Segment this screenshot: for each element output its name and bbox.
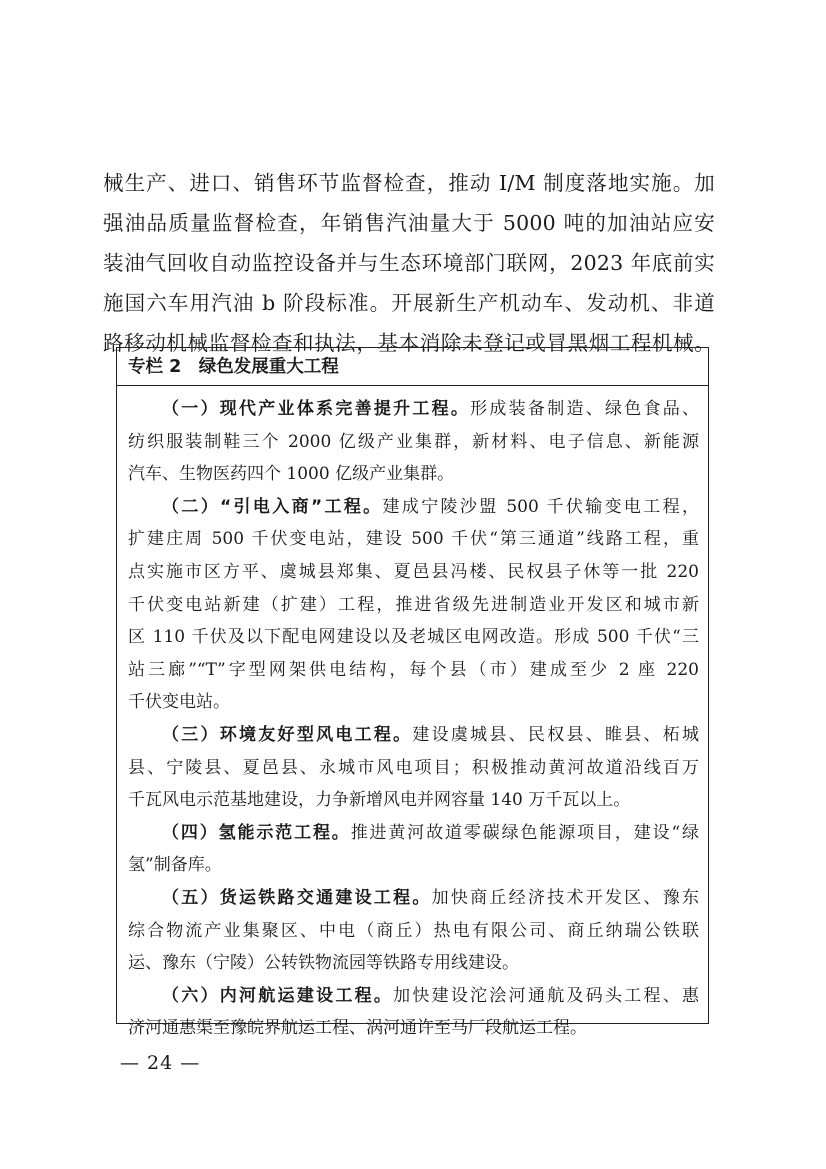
box-title: 专栏 2 绿色发展重大工程 — [117, 348, 708, 386]
item-heading: （六）内河航运建设工程。 — [162, 985, 394, 1006]
item-text: 建成宁陵沙盟 500 千伏输变电工程， — [382, 496, 699, 517]
item-line — [128, 882, 699, 915]
box-item — [128, 882, 699, 980]
item-heading: （三）环境友好型风电工程。 — [162, 724, 413, 745]
body-line: 装油气回收自动监控设备并与生态环境部门联网，2023 年底前实 — [103, 251, 715, 275]
item-text: 加快商丘经济技术开发区、豫东 — [431, 887, 700, 908]
item-line: 县、宁陵县、夏邑县、永城市风电项目；积极推动黄河故道沿线百万 — [128, 757, 699, 778]
item-line — [128, 817, 699, 850]
item-text: 形成装备制造、绿色食品、 — [470, 399, 700, 419]
item-line: 扩建庄周 500 千伏变电站，建设 500 千伏“第三通道”线路工程，重 — [128, 529, 699, 550]
item-line — [128, 393, 699, 426]
item-line: 综合物流产业集聚区、中电（商丘）热电有限公司、商丘纳瑞公铁联 — [128, 920, 699, 941]
item-line — [128, 491, 699, 524]
page-number: — 24 — — [120, 1052, 201, 1074]
item-heading: （一）现代产业体系完善提升工程。 — [162, 399, 471, 419]
box-item — [128, 817, 699, 882]
item-line — [128, 719, 699, 752]
body-paragraph — [103, 163, 715, 363]
box-item — [128, 491, 699, 719]
item-line: 千伏变电站新建（扩建）工程，推进省级先进制造业开发区和城市新 — [128, 594, 699, 615]
item-line: 点实施市区方平、虞城县郑集、夏邑县冯楼、民权县子休等一批 220 — [128, 561, 699, 582]
box-content — [117, 386, 708, 1045]
item-text: 建设虞城县、民权县、睢县、柘城 — [412, 724, 700, 745]
body-line: 械生产、进口、销售环节监督检查，推动 I/M 制度落地实施。加 — [103, 171, 715, 195]
item-line: 运、豫东（宁陵）公转铁物流园等铁路专用线建设。 — [128, 953, 519, 974]
body-line: 施国六车用汽油 b 阶段标准。开展新生产机动车、发动机、非道 — [103, 291, 715, 315]
item-line: 千瓦风电示范基地建设，力争新增风电并网容量 140 万千瓦以上。 — [128, 790, 631, 811]
item-line: 区 110 千伏及以下配电网建设以及老城区电网改造。形成 500 千伏“三 — [128, 627, 699, 648]
item-line — [128, 980, 699, 1013]
box-item — [128, 393, 699, 491]
item-line: 氢”制备库。 — [128, 855, 222, 876]
body-line: 路移动机械监督检查和执法，基本消除未登记或冒黑烟工程机械。 — [103, 331, 715, 355]
item-line: 济河通惠渠至豫皖界航运工程、涡河通许至马厂段航运工程。 — [128, 1018, 587, 1039]
project-box — [116, 347, 709, 1039]
item-text: 推进黄河故道零碳绿色能源项目，建设“绿 — [350, 822, 699, 843]
item-line: 纺织服装制鞋三个 2000 亿级产业集群，新材料、电子信息、新能源 — [128, 431, 699, 452]
item-line: 站三廊”“T”字型网架供电结构，每个县（市）建成至少 2 座 220 — [128, 659, 699, 680]
box-item — [128, 719, 699, 817]
item-heading: （二）“引电入商”工程。 — [162, 496, 383, 517]
box-item — [128, 980, 699, 1045]
item-heading: （四）氢能示范工程。 — [162, 822, 351, 843]
body-line: 强油品质量监督检查，年销售汽油量大于 5000 吨的加油站应安 — [103, 211, 715, 235]
item-line: 汽车、生物医药四个 1000 亿级产业集群。 — [128, 464, 455, 485]
item-heading: （五）货运铁路交通建设工程。 — [162, 887, 432, 908]
item-text: 加快建设沱浍河通航及码头工程、惠 — [393, 985, 700, 1006]
item-line: 千伏变电站。 — [128, 692, 230, 713]
